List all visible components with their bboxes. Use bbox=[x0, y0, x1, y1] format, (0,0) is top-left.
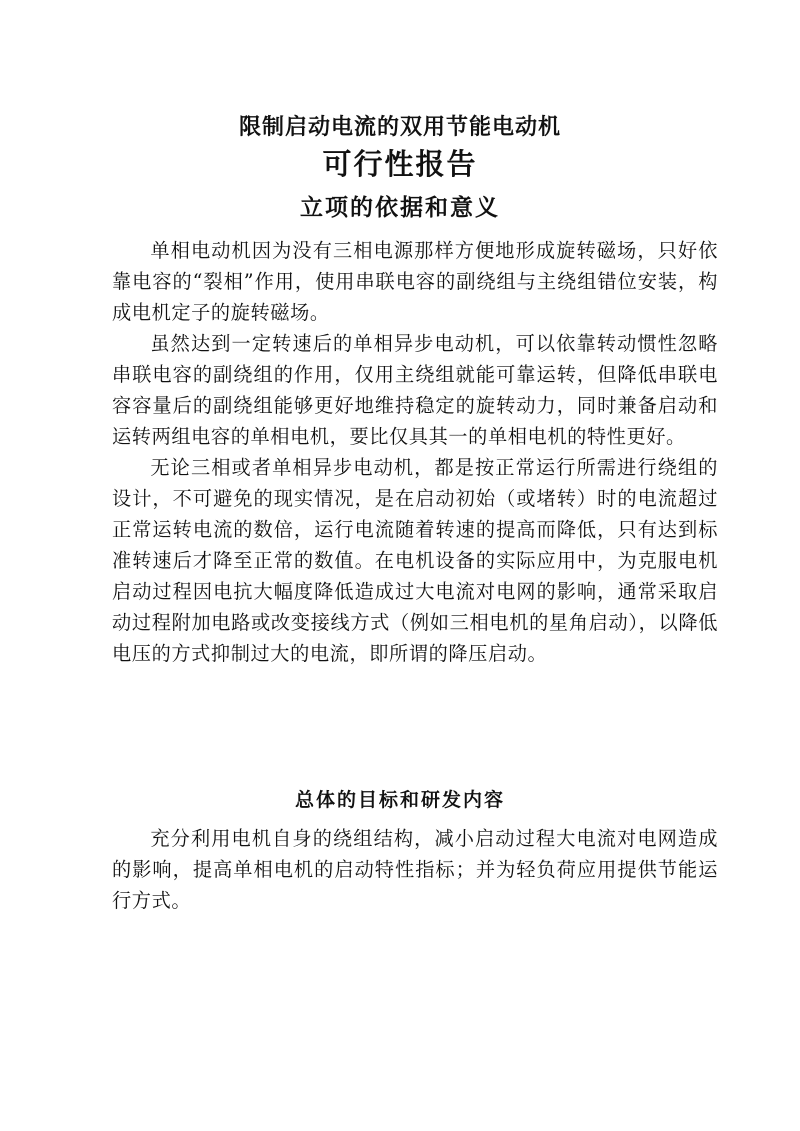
paragraph: 单相电动机因为没有三相电源那样方便地形成旋转磁场，只好依靠电容的“裂相”作用，使用串联电容的副绕组与主绕组错位安装，构成电机定子的旋转磁场。 bbox=[112, 239, 718, 324]
section-heading-basis: 立项的依据和意义 bbox=[300, 194, 500, 221]
paragraph: 充分利用电机自身的绕组结构，减小启动过程大电流对电网造成的影响，提高单相电机的启动特性指标；并为轻负荷应用提供节能运行方式。 bbox=[112, 827, 718, 912]
document-title: 限制启动电流的双用节能电动机 bbox=[238, 114, 561, 140]
section-body-basis bbox=[112, 235, 718, 669]
section-heading-goals: 总体的目标和研发内容 bbox=[294, 789, 505, 811]
paragraph: 虽然达到一定转速后的单相异步电动机，可以依靠转动惯性忽略串联电容的副绕组的作用，仅用主绕组就能可靠运转，但降低串联电容容量后的副绕组能够更好地维持稳定的旋转动力，同时兼备启动和运转两组电容的单相电机，要比仅具其一的单相电机的特性更好。 bbox=[112, 332, 718, 448]
paragraph: 无论三相或者单相异步电动机，都是按正常运行所需进行绕组的设计，不可避免的现实情况，是在启动初始（或堵转）时的电流超过正常运转电流的数倍，运行电流随着转速的提高而降低，只有达到标准转速后才降至正常的数值。在电机设备的实际应用中，为克服电机启动过程因电抗大幅度降低造成过大电流对电网的影响，通常采取启动过程附加电路或改变接线方式（例如三相电机的星角启动），以降低电压的方式抑制过大的电流，即所谓的降压启动。 bbox=[112, 456, 718, 665]
document-subtitle: 可行性报告 bbox=[322, 147, 478, 181]
section-body-goals bbox=[112, 823, 718, 916]
